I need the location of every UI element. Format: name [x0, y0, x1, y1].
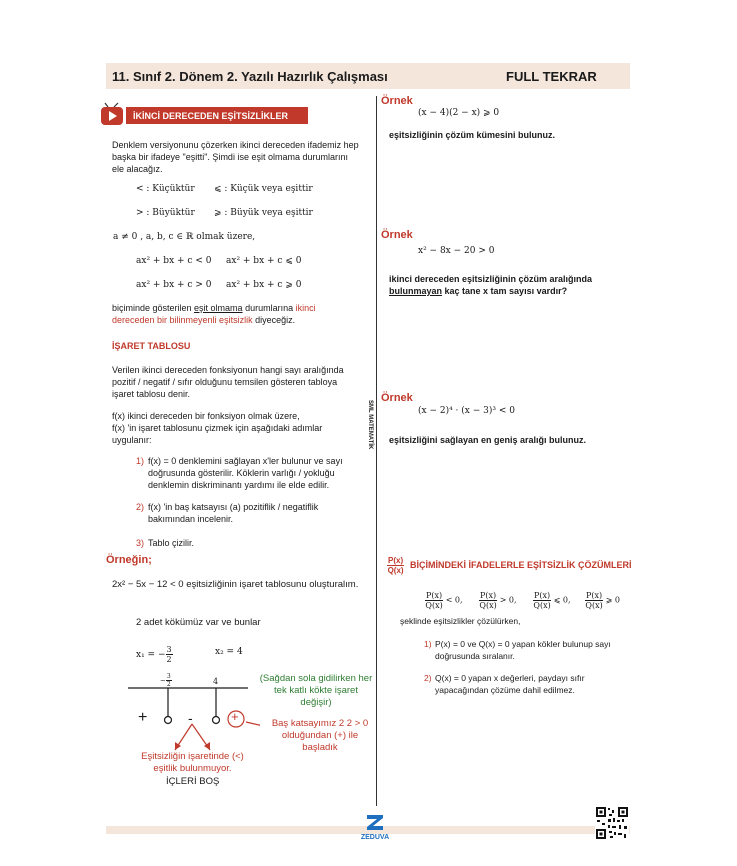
relation-1	[425, 591, 463, 610]
tick-1-label	[160, 673, 172, 688]
side-label: SML MATEMATİK	[367, 400, 373, 450]
example-2-underlined: bulunmayan	[389, 286, 443, 296]
play-icon	[99, 102, 125, 128]
sign-table-description: Verilen ikinci dereceden fonksiyonun hangi sayı aralığında pozitif / negatif / sıfır olduğunu temsilen gösteren tabloya işaret tablosu denir.	[112, 365, 344, 399]
tick-1-numerator: 3	[166, 673, 171, 680]
root-x2: x₂ = 4	[215, 647, 243, 657]
example-3-text: eşitsizliğini sağlayan en geniş aralığı bulunuz.	[389, 435, 587, 445]
symbol-less-than: < : Küçüktür	[136, 184, 195, 194]
column-divider	[376, 96, 377, 806]
section-title: İKİNCİ DERECEDEN EŞİTSİZLİKLER	[133, 111, 289, 121]
section-2-title: BİÇİMİNDEKİ İFADELERLE EŞİTSİZLİK ÇÖZÜMLERİ	[410, 560, 632, 570]
step-3-text: Tablo çizilir.	[148, 538, 195, 548]
leading-coefficient-note: Baş katsayımız 2 2 > 0 olduğundan (+) ile başladık	[271, 718, 369, 753]
sign-minus-middle: -	[188, 710, 193, 726]
solved-text: şeklinde eşitsizlikler çözülürken,	[400, 616, 521, 626]
condition-line: a ≠ 0 , a, b, c ∈ ℝ olmak üzere,	[113, 232, 256, 242]
open-circles-note: İÇLERİ BOŞ	[166, 776, 220, 787]
relation-4	[585, 591, 620, 610]
right-step-2-text: Q(x) = 0 yapan x değerleri, paydayı sıfır yapacağından çözüme dahil edilmez.	[435, 673, 585, 695]
tick-2-label: 4	[213, 677, 219, 686]
relation-4-numerator: P(x)	[586, 591, 603, 600]
tick-1-sign: −	[160, 676, 166, 685]
step-3-number: 3)	[136, 538, 145, 548]
relation-2-text: > 0,	[499, 595, 517, 605]
roots-text: 2 adet kökümüz var ve bunlar	[136, 617, 261, 628]
relation-3	[533, 591, 571, 610]
example-1-math: (x − 4)(2 − x) ⩾ 0	[418, 108, 500, 118]
example-3-math: (x − 2)⁴ · (x − 3)³ < 0	[418, 406, 515, 416]
definition-paragraph	[112, 302, 352, 326]
fx-paragraph-1: f(x) ikinci dereceden bir fonksiyon olmak üzere,	[112, 411, 300, 421]
definition-highlight: ikinci dereceden bir bilinmeyenli eşitsizlik	[112, 303, 316, 325]
relation-3-numerator: P(x)	[534, 591, 551, 600]
section-2-fraction	[387, 556, 404, 575]
sign-plus-right: +	[231, 709, 239, 724]
root-x1	[136, 645, 173, 664]
definition-text-2: durumlarına	[242, 303, 296, 313]
relation-1-numerator: P(x)	[426, 591, 443, 600]
symbol-greater-than: > : Büyüktür	[136, 208, 195, 218]
intro-paragraph: Denklem versiyonunu çözerken ikinci dereceden ifademiz hep başka bir ifadeye "eşitti". Şimdi ise eşit olmama durumlarını ele alacağız.	[112, 140, 359, 174]
root-x1-label: x₁ = −	[136, 650, 166, 660]
definition-text-1: biçiminde gösterilen	[112, 303, 195, 313]
root-x1-numerator: 3	[166, 645, 172, 654]
example-2-label: Örnek	[381, 229, 413, 241]
relation-3-text: ⩽ 0,	[553, 595, 571, 605]
tick-1-denominator: 2	[166, 681, 171, 688]
qr-code-icon	[595, 806, 629, 840]
right-step-2-number: 2)	[424, 673, 432, 683]
sign-plus-left: +	[138, 709, 148, 726]
step-1-number: 1)	[136, 456, 145, 466]
inequality-1: ax² + bx + c < 0	[136, 256, 212, 266]
relation-4-text: ⩾ 0	[605, 595, 621, 605]
example-2-text-1: ikinci dereceden eşitsizliğinin çözüm aralığında	[389, 274, 593, 284]
page-title: 11. Sınıf 2. Dönem 2. Yazılı Hazırlık Çalışması	[112, 69, 388, 84]
definition-underlined: eşit olmama	[194, 303, 243, 313]
green-note: (Sağdan sola gidilirken her tek katlı kökte işaret değişir)	[259, 673, 373, 708]
symbol-less-equal: ⩽ : Küçük veya eşittir	[214, 184, 313, 194]
section-2-denominator: Q(x)	[387, 566, 404, 575]
zeduva-logo-icon	[364, 814, 386, 832]
relation-1-denominator: Q(x)	[425, 601, 443, 610]
sign-table-heading: İŞARET TABLOSU	[112, 341, 191, 351]
relation-2-denominator: Q(x)	[479, 601, 497, 610]
example-1-text: eşitsizliğinin çözüm kümesini bulunuz.	[389, 130, 556, 140]
example-2-math: x² − 8x − 20 > 0	[418, 246, 495, 256]
relation-4-denominator: Q(x)	[585, 601, 603, 610]
relation-2-numerator: P(x)	[480, 591, 497, 600]
example-heading: Örneğin;	[106, 554, 152, 566]
inequality-4: ax² + bx + c ⩾ 0	[226, 280, 302, 290]
fx-paragraph-2: f(x) 'in işaret tablosunu çizmek için aşağıdaki adımlar uygulanır:	[112, 423, 323, 445]
header-right-label: FULL TEKRAR	[506, 69, 597, 84]
footer-logo-text: ZEDUVA	[360, 834, 390, 841]
section-2-numerator: P(x)	[388, 556, 404, 565]
strict-inequality-note: Eşitsizliğin işaretinde (<) eşitlik bulunmuyor.	[141, 751, 244, 774]
symbol-greater-equal: ⩾ : Büyük veya eşittir	[214, 208, 313, 218]
right-step-1-text: P(x) = 0 ve Q(x) = 0 yapan kökler bulunup sayı doğrusunda sıralanır.	[435, 639, 611, 661]
relation-3-denominator: Q(x)	[533, 601, 551, 610]
inequality-2: ax² + bx + c ⩽ 0	[226, 256, 302, 266]
right-step-1-number: 1)	[424, 639, 432, 649]
root-x1-denominator: 2	[166, 655, 172, 664]
step-2-number: 2)	[136, 502, 145, 512]
relation-1-text: < 0,	[445, 595, 463, 605]
example-text: 2x² − 5x − 12 < 0 eşitsizliğinin işaret tablosunu oluşturalım.	[112, 579, 359, 590]
inequality-3: ax² + bx + c > 0	[136, 280, 212, 290]
example-2-text	[389, 273, 629, 297]
example-3-label: Örnek	[381, 392, 413, 404]
relation-2	[479, 591, 517, 610]
example-2-text-2: kaç tane x tam sayısı vardır?	[442, 286, 568, 296]
step-2-text: f(x) 'in baş katsayısı (a) pozitiflik / negatiflik bakımından incelenir.	[148, 502, 319, 524]
step-1-text: f(x) = 0 denklemini sağlayan x'ler bulunur ve sayı doğrusunda gösterilir. Köklerin varlığı / yokluğu denklemin diskriminantı yardımı ile elde edilir.	[148, 456, 343, 490]
definition-text-3: diyeceğiz.	[252, 315, 296, 325]
example-1-label: Örnek	[381, 95, 413, 107]
